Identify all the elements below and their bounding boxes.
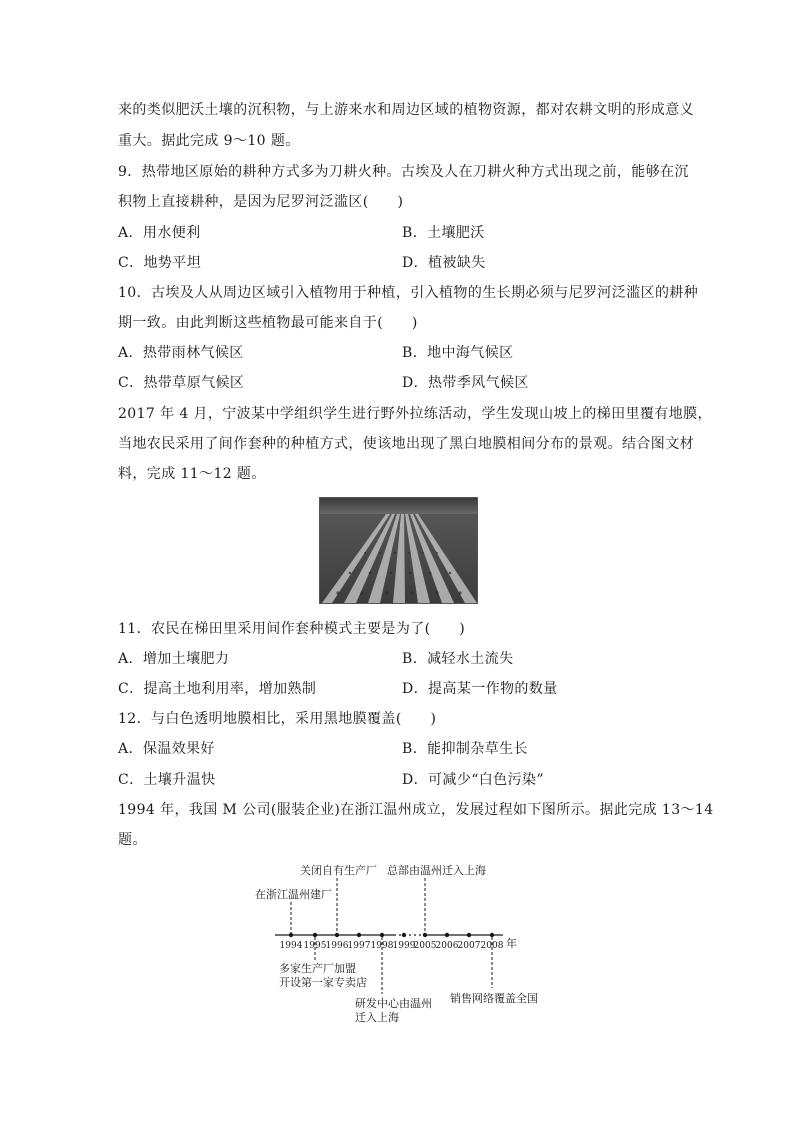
q11-stem: 11．农民在梯田里采用间作套种模式主要是为了( ) <box>118 621 466 637</box>
q9-option-d: D．植被缺失 <box>402 255 486 271</box>
event-franchise-1: 多家生产厂加盟 <box>279 962 356 975</box>
q10-stem-2: 期一致。由此判断这些植物最可能来自于( ) <box>118 315 418 331</box>
q10-option-a: A．热带雨林气候区 <box>118 345 244 361</box>
event-franchise-2: 开设第一家专卖店 <box>279 976 367 989</box>
passage2-line-3: 料，完成 11～12 题。 <box>118 466 266 482</box>
year-dot-1995 <box>313 933 317 937</box>
intro-line-1: 来的类似肥沃土壤的沉积物，与上游来水和周边区域的植物资源，都对农耕文明的形成意义 <box>118 102 694 118</box>
event-close-factory: 关闭自有生产厂 <box>300 864 377 877</box>
q9-option-b: B．土壤肥沃 <box>402 225 485 241</box>
q9-option-c: C．地势平坦 <box>118 255 202 271</box>
year-label-2005: 2005 <box>413 941 437 951</box>
event-sales: 销售网络覆盖全国 <box>450 992 538 1005</box>
year-dot-2006 <box>445 933 449 937</box>
q9-stem-1: 9．热带地区原始的耕种方式多为刀耕火种。古埃及人在刀耕火种方式出现之前，能够在沉 <box>118 164 689 180</box>
year-label-2007: 2007 <box>457 941 481 951</box>
year-dot-2008 <box>490 933 494 937</box>
event-build-factory: 在浙江温州建厂 <box>255 888 332 901</box>
intro-line-2: 重大。据此完成 9～10 题。 <box>118 133 300 149</box>
passage2-line-2: 当地农民采用了间作套种的种植方式，使该地出现了黑白地膜相间分布的景观。结合图文材 <box>118 436 694 452</box>
q9-stem-2: 积物上直接耕种，是因为尼罗河泛滥区( ) <box>118 194 404 210</box>
year-label-1994: 1994 <box>279 941 303 951</box>
year-label-2008: 2008 <box>480 941 504 951</box>
q12-option-a: A．保温效果好 <box>118 741 215 757</box>
year-label-1996: 1996 <box>325 941 349 951</box>
q10-option-d: D．热带季风气候区 <box>402 375 529 391</box>
year-label-1995: 1995 <box>303 941 327 951</box>
event-hq-move: 总部由温州迁入上海 <box>387 864 486 877</box>
year-label-1999: 1999 <box>392 941 416 951</box>
q12-option-c: C．土壤升温快 <box>118 772 216 788</box>
event-rd-1: 研发中心由温州 <box>355 997 432 1010</box>
q10-option-c: C．热带草原气候区 <box>118 375 245 391</box>
year-label-2006: 2006 <box>435 941 459 951</box>
year-dot-1997 <box>357 933 361 937</box>
year-dot-1994 <box>289 933 293 937</box>
year-dot-2005 <box>423 933 427 937</box>
year-dot-1996 <box>335 933 339 937</box>
year-unit-label: 年 <box>506 937 517 950</box>
q11-option-a: A．增加土壤肥力 <box>118 651 230 667</box>
terrace-field-photo <box>319 497 478 604</box>
q11-option-b: B．减轻水土流失 <box>402 651 514 667</box>
event-rd-2: 迁入上海 <box>355 1011 399 1024</box>
q12-stem: 12．与白色透明地膜相比，采用黑地膜覆盖( ) <box>118 711 437 727</box>
q10-option-b: B．地中海气候区 <box>402 345 514 361</box>
year-dot-1999 <box>402 933 406 937</box>
passage3-line-1: 1994 年，我国 M 公司(服装企业)在浙江温州成立，发展过程如下图所示。据此完成 13～14 <box>118 802 714 818</box>
q9-option-a: A．用水便利 <box>118 225 201 241</box>
q11-option-d: D．提高某一作物的数量 <box>402 681 558 697</box>
q12-option-d: D．可减少“白色污染” <box>402 772 544 788</box>
q12-option-b: B．能抑制杂草生长 <box>402 741 528 757</box>
company-timeline <box>255 862 545 1027</box>
q11-option-c: C．提高土地利用率，增加熟制 <box>118 681 317 697</box>
year-label-1997: 1997 <box>347 941 371 951</box>
q10-stem-1: 10．古埃及人从周边区域引入植物用于种植，引入植物的生长期必须与尼罗河泛滥区的耕种 <box>118 285 699 301</box>
passage2-line-1: 2017 年 4 月，宁波某中学组织学生进行野外拉练活动，学生发现山坡上的梯田里覆有地膜， <box>118 406 712 422</box>
year-label-1998: 1998 <box>370 941 394 951</box>
year-dot-1998 <box>380 933 384 937</box>
year-dot-2007 <box>467 933 471 937</box>
passage3-line-2: 题。 <box>118 832 147 848</box>
